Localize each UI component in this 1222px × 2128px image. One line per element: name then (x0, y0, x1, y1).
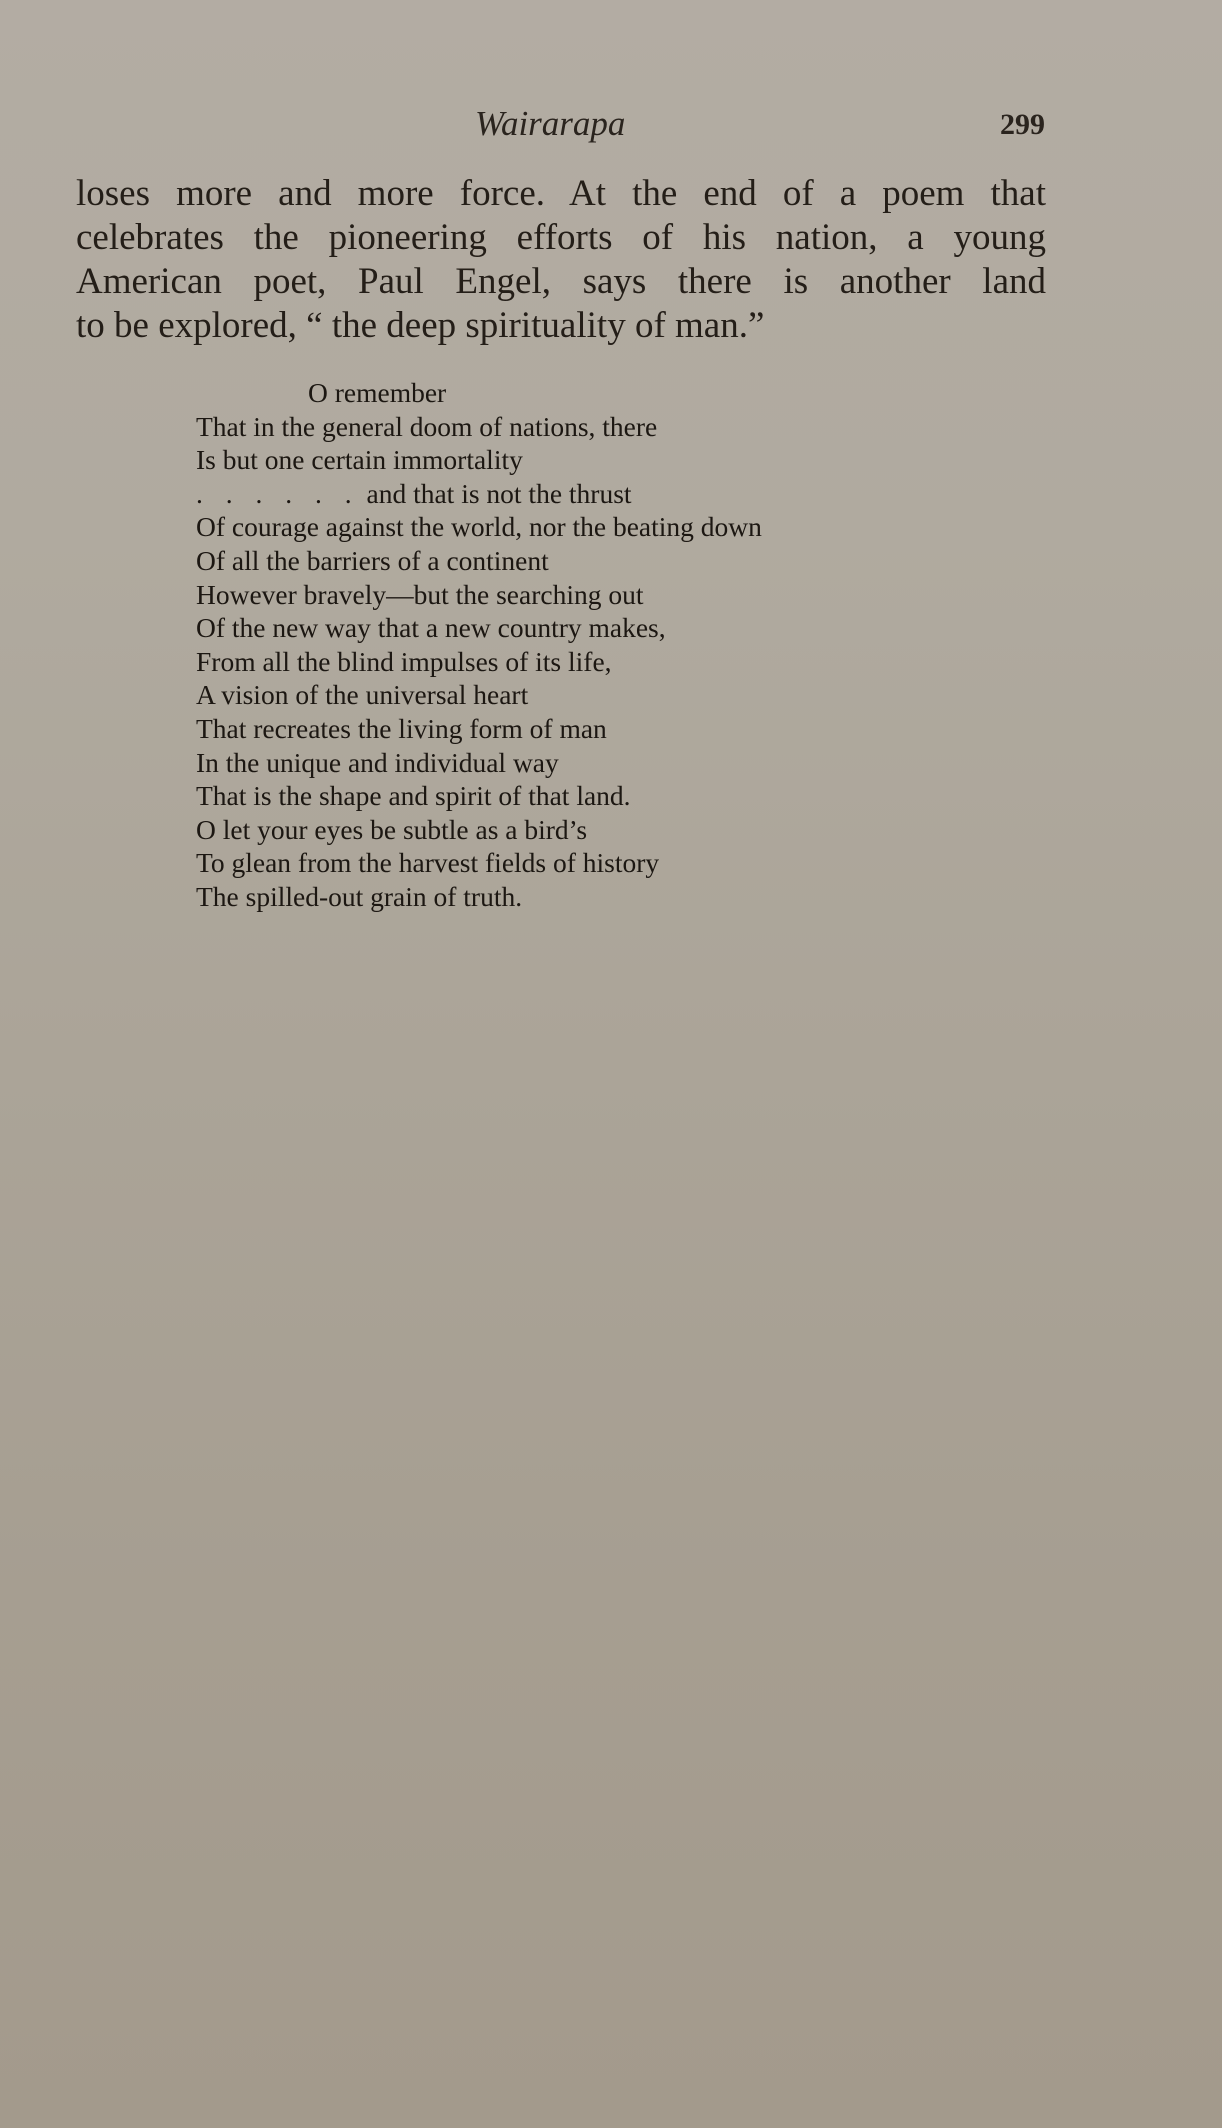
poem-line: A vision of the universal heart (196, 679, 529, 711)
poem-line: Is but one certain immortality (196, 444, 523, 476)
poem-line: That is the shape and spirit of that land. (196, 780, 631, 812)
poem-line: Of the new way that a new country makes, (196, 612, 666, 644)
page-number: 299 (1000, 108, 1045, 141)
poem-line-ellipsis (196, 477, 762, 511)
prose-line: American poet, Paul Engel, says there is another land (76, 261, 1046, 302)
poem-line: From all the blind impulses of its life, (196, 645, 612, 677)
poem-quotation (196, 376, 762, 914)
poem-line: To glean from the harvest fields of history (196, 847, 660, 879)
running-head (0, 104, 1222, 154)
poem-line: Of all the barriers of a continent (196, 544, 549, 576)
ellipsis-dots: . . . . . . (196, 477, 360, 509)
poem-line: That in the general doom of nations, there (196, 410, 658, 442)
poem-line: In the unique and individual way (196, 746, 559, 778)
poem-line: However bravely—but the searching out (196, 578, 644, 610)
poem-line: O let your eyes be subtle as a bird’s (196, 813, 588, 845)
poem-line: Of courage against the world, nor the beating down (196, 511, 762, 543)
prose-paragraph (76, 172, 1046, 348)
prose-line: loses more and more force. At the end of a poem that (76, 173, 1046, 214)
poem-line-text: and that is not the thrust (366, 477, 632, 509)
running-head-title: Wairarapa (475, 104, 626, 143)
poem-line: That recreates the living form of man (196, 712, 607, 744)
poem-line: O remember (308, 377, 447, 408)
prose-line: to be explored, “ the deep spirituality of man.” (76, 305, 765, 346)
prose-line: celebrates the pioneering efforts of his nation, a young (76, 217, 1046, 258)
poem-line: The spilled-out grain of truth. (196, 880, 523, 912)
